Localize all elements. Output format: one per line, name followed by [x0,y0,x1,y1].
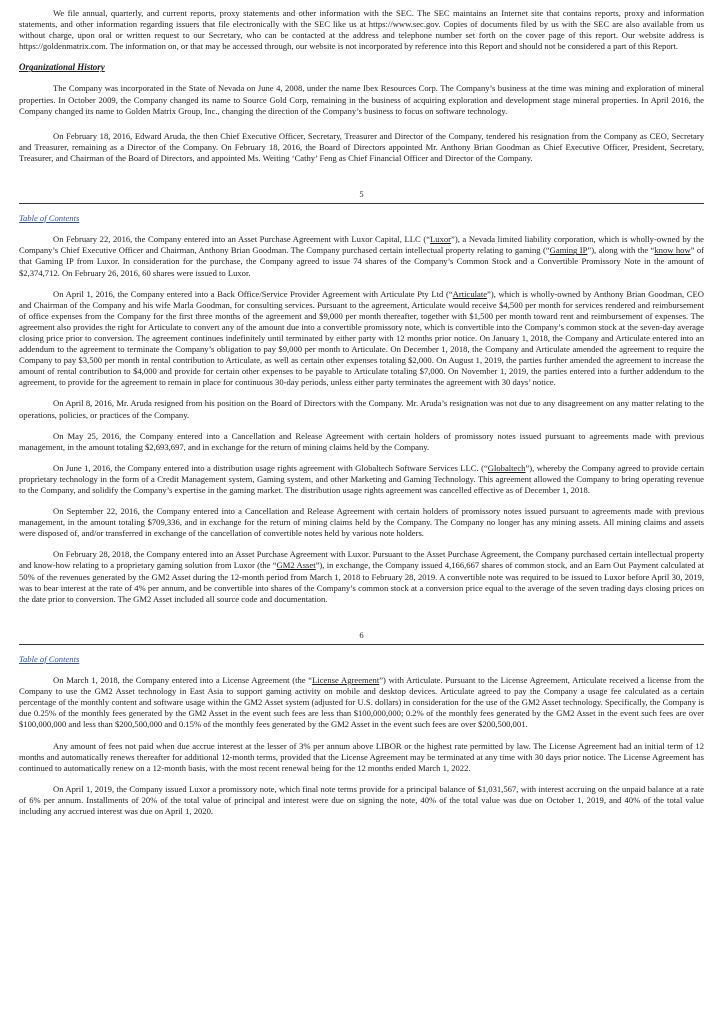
feb18-2016-paragraph: On February 18, 2016, Edward Aruda, the then Chief Executive Officer, Secretary, Treasurer and Director of the Company, tendered his resignation from the Company as CEO, Secretary and Treasurer, remaining as a Director of the Company. On February 18, 2016, the Board of Directors appointed Mr. Anthony Brian Goodman as Chief Executive Officer, President, Secretary, Treasurer, and Chairman of the Board of Directors, and appointed Ms. Weiting ‘Cathy’ Feng as Chief Financial Officer and Director of the Company. [19,130,704,163]
apr8-2016-paragraph: On April 8, 2016, Mr. Aruda resigned from his position on the Board of Directors with the Company. Mr. Aruda’s resignation was not due to any disagreement on any matter relating to the operations, policies, or practices of the Company. [19,398,704,420]
sep22-2016-paragraph: On September 22, 2016, the Company entered into a Cancellation and Release Agreement with certain holders of promissory notes issued pursuant to agreements made with previous management, in the amount totaling $709,336, and in exchange for the return of mining claims held by the Company. The Company no longer has any mining assets. All mining claims and assets were disposed of, and/or transferred in exchange of the cancellation of convertible notes held by various note holders. [19,506,704,539]
defined-term-luxor: Luxor [430,234,452,245]
apr1-2019-paragraph: On April 1, 2019, the Company issued Luxor a promissory note, which final note terms provide for a principal balance of $1,031,567, with interest accruing on the unpaid balance at a rate of 6% per annum. Installments of 20% of the total value of principal and interest were due on signing the note, 40% of the total value was due on October 1, 2019, and 40% of the total value including any accrued interest was due on April 1, 2020. [19,783,704,816]
apr1-2016-paragraph: On April 1, 2016, the Company entered into a Back Office/Service Provider Agreement with Articulate Pty Ltd (“Articulate”), which is wholly-owned by Anthony Brian Goodman, CEO and Chairman of the Company and his wife Marla Goodman, for consulting services. Pursuant to the agreement, Articulate would receive $4,500 per month for services rendered and reimbursement of office expenses from the Company for the first three months of the agreement and $9,000 per month thereafter, together with $1,500 per month toward rent and reimbursement of expenses. The agreement also provides the right for Articulate to convert any of the amount due into a convertible promissory note, which is convertible into the Company’s common stock at the seven-day average closing price prior to conversion. The agreement continues indefinitely until terminated by either party with 12 months prior notice. On January 1, 2018, the Company and Articulate entered into an addendum to the agreement to terminate the Company’s obligation to pay $9,000 per month to Articulate. On December 1, 2018, the Company and Articulate amended the agreement to require the Company to pay $3,500 per month in rental contribution to Articulate, as well as certain other expenses totaling $2,000. On August 1, 2019, the parties further amended the agreement to increase the amount of rental contribution to $4,000 and provide for certain other expenses to be payable to Articulate totaling $7,000. On November 1, 2019, the parties entered into a further addendum to the agreement, to provide for the agreement to remain in place for continuous 30-day periods, unless either party terminates the agreement with 30 days’ notice. [19,288,704,388]
table-of-contents-link[interactable]: Table of Contents [19,213,80,224]
defined-term-globaltech: Globaltech [487,462,526,473]
defined-term-license-agreement: License Agreement [312,675,380,686]
defined-term-articulate: Articulate [452,288,488,299]
defined-term-gm2-asset: GM2 Asset [276,560,316,571]
defined-term-know-how: know how [654,245,691,256]
feb22-2016-paragraph: On February 22, 2016, the Company entered into an Asset Purchase Agreement with Luxor Capital, LLC (“Luxor”), a Nevada limited liability corporation, which is wholly-owned by the Company’s Chief Executive Officer and Chairman, Anthony Brian Goodman. The Company purchased certain intellectual property relating to gaming (“Gaming IP”), along with the “know how” of that Gaming IP from Luxor. In consideration for the purchase, the Company agreed to issue 74 shares of the Company’s Common Stock and a Convertible Promissory Note in the amount of $2,374,712. On February 26, 2016, 60 shares were issued to Luxor. [19,234,705,278]
may25-2016-paragraph: On May 25, 2016, the Company entered into a Cancellation and Release Agreement with certain holders of promissory notes issued pursuant to agreements made with previous management, in the amount totaling $2,693,697, and in exchange for the return of mining claims held by the Company. [19,430,704,452]
organizational-history-heading: Organizational History [19,62,105,73]
page-number-5: 5 [359,189,364,200]
document-page [19,8,704,817]
jun1-2016-paragraph: On June 1, 2016, the Company entered into a distribution usage rights agreement with Globaltech Software Services LLC. (“Globaltech”), whereby the Company agreed to provide certain proprietary technology in the form of a Credit Management system, Gaming system, and other Marketing and Gaming Technology. This agreement allowed the Company to bring operating revenue to the Company, and solidify the Company’s expertise in the gaming market. The distribution usage rights agreement was cancelled effective as of December 1, 2018. [19,462,704,495]
defined-term-gaming-ip: Gaming IP [549,245,588,256]
incorporation-paragraph: The Company was incorporated in the State of Nevada on June 4, 2008, under the name Ibex Resources Corp. The Company’s business at the time was mining and exploration of mineral properties. In October 2009, the Company changed its name to Source Gold Corp, remaining in the business of acquiring exploration and development stage mineral properties. In April 2016, the Company changed its name to Golden Matrix Group, Inc., changing the direction of the Company’s business to focus on software technology. [19,83,704,116]
feb28-2018-paragraph: On February 28, 2018, the Company entered into an Asset Purchase Agreement with Luxor. Pursuant to the Asset Purchase Agreement, the Company purchased certain intellectual property and know-how relating to a proprietary gaming solution from Luxor (the “GM2 Asset”), in exchange, the Company issued 4,166,667 shares of common stock, and an Earn Out Payment calculated at 50% of the revenues generated by the GM2 Asset during the 12-month period from March 1, 2018 to February 28, 2019. A convertible note was required to be issued to Luxor before April 30, 2019, was to bear interest at the rate of 4% per annum, and be convertible into shares of the Company’s common stock at a conversion price equal to the average of the seven trading days closing prices on the date prior to conversion. The GM2 Asset included all source code and documentation. [19,549,705,604]
sec-filings-paragraph: We file annual, quarterly, and current reports, proxy statements and other information with the SEC. The SEC maintains an Internet site that contains reports, proxy and information statements, and other information regarding issuers that file electronically with the SEC like us at https://www.sec.gov. Copies of documents filed by us with the SEC are also available from us without charge, upon oral or written request to our Secretary, who can be contacted at the address and telephone number set forth on the cover page of this report. Our website address is https://goldenmatrix.com. The information on, or that may be accessed through, our website is not incorporated by reference into this Report and should not be considered a part of this Report. [19,8,704,52]
table-of-contents-link[interactable]: Table of Contents [19,653,80,664]
unpaid-fees-paragraph: Any amount of fees not paid when due accrue interest at the lesser of 3% per annum above LIBOR or the highest rate permitted by law. The License Agreement had an initial term of 12 months and automatically renews thereafter for additional 12-month terms, provided that the License Agreement may be terminated at any time with 30 days prior notice. The License Agreement has continued to automatically renew on a 12-month basis, with the most recent renewal being for the 12 months ended March 1, 2022. [19,740,704,773]
page-number-6: 6 [359,629,364,640]
page-break-rule [19,644,704,645]
mar1-2018-paragraph: On March 1, 2018, the Company entered into a License Agreement (the “License Agreement”) with Articulate. Pursuant to the License Agreement, Articulate received a license from the Company to use the GM2 Asset technology in East Asia to support gaming activity on mobile and desktop devices. Articulate agreed to pay the Company a usage fee calculated as a certain percentage of the monthly content and software usage within the GM2 Asset system (adjusted for U.S. dollars) in consideration for the use of the GM2 Asset technology. Specifically, the Company is due 0.25% of the monthly fees generated by the GM2 Asset in the event such fees are less than $100,000,000; 0.2% of the monthly fees generated by the GM2 Asset in the event such fees are over $100,000,000 and less than $200,500,000 and 0.15% of the monthly fees generated by the GM2 Asset in the event such fees are over $200,500,001. [19,675,704,730]
page-break-rule [19,203,704,204]
